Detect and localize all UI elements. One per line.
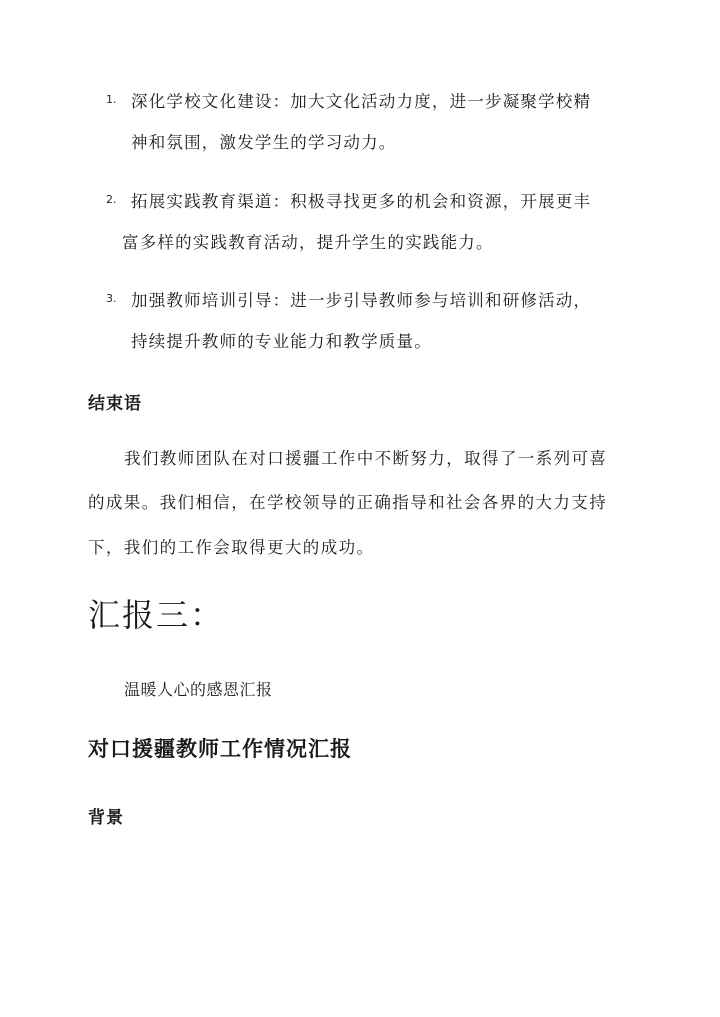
paragraph-line: 我们教师团队在对口援疆工作中不断努力，取得了一系列可喜 (124, 449, 608, 468)
list-text-line: 持续提升教师的专业能力和教学质量。 (131, 332, 432, 351)
list-number: 1. (106, 93, 117, 106)
paragraph-line: 的成果。我们相信，在学校领导的正确指导和社会各界的大力支持 (88, 493, 608, 512)
conclusion-heading: 结束语 (88, 394, 142, 414)
report-subtitle: 温暖人心的感恩汇报 (124, 680, 273, 699)
list-number: 2. (106, 193, 117, 206)
list-text-line: 深化学校文化建设：加大文化活动力度，进一步凝聚学校精 (131, 92, 592, 111)
list-text-line: 富多样的实践教育活动，提升学生的实践能力。 (122, 233, 494, 252)
list-number: 3. (106, 292, 117, 305)
report-title: 汇报三： (88, 596, 225, 634)
report-heading: 对口援疆教师工作情况汇报 (88, 736, 352, 761)
list-text-line: 拓展实践教育渠道：积极寻找更多的机会和资源，开展更丰 (131, 192, 592, 211)
list-text-line: 神和氛围，激发学生的学习动力。 (131, 133, 397, 152)
paragraph-line: 下，我们的工作会取得更大的成功。 (88, 538, 375, 557)
list-text-line: 加强教师培训引导：进一步引导教师参与培训和研修活动， (131, 291, 592, 310)
background-heading: 背景 (88, 808, 124, 828)
